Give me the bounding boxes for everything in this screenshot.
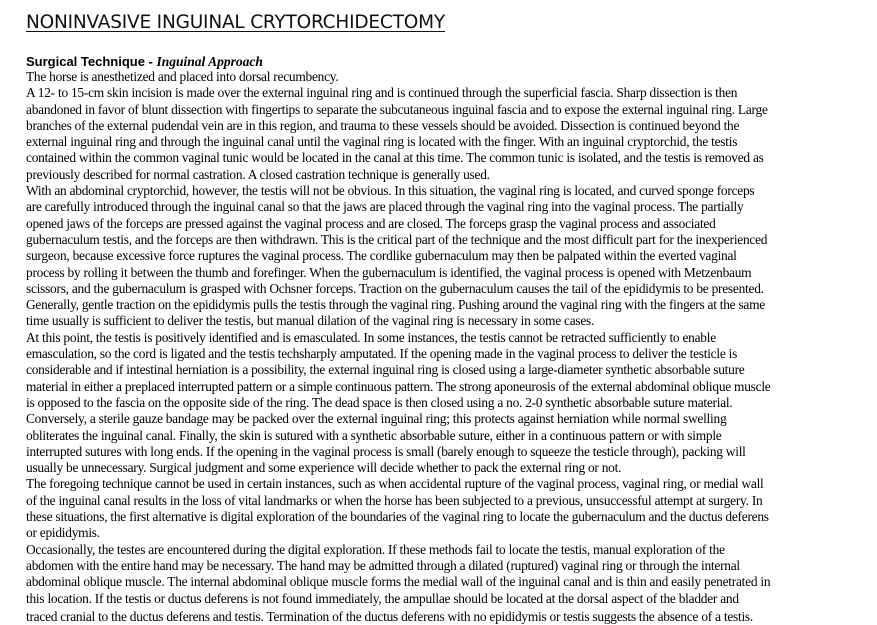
text-line: are carefully introduced through the inguinal canal so that the jaws are placed through the vaginal ring into the vaginal process. The partially [26,199,744,215]
text-line: interrupted sutures with long ends. If the opening in the vaginal process is small (barely enough to squeeze the testicle through), packing will [26,443,746,459]
text-line: obliterates the inguinal canal. Finally, the skin is sutured with a synthetic absorbable suture, either in a continuous pattern or with simple [26,427,722,443]
text-line: Conversely, a sterile gauze bandage may be packed over the external inguinal ring; this protects against herniation while normal swelling [26,411,727,427]
document-body [26,69,871,625]
document-page [26,10,871,625]
text-line: abandoned in favor of blunt dissection with fingertips to separate the subcutaneous inguinal fascia and to expose the external inguinal ring. Large [26,101,768,117]
text-line: abdominal oblique muscle. The internal abdominal oblique muscle forms the medial wall of the inguinal canal and is thin and easily penetrated in [26,574,771,590]
text-line: Occasionally, the testes are encountered during the digital exploration. If these methods fail to locate the testis, manual exploration of the [26,541,725,557]
text-line: At this point, the testis is positively identified and is emasculated. In some instances, the testis cannot be retracted sufficiently to enable [26,329,716,345]
text-line: branches of the external pudendal vein are in this region, and trauma to these vessels should be avoided. Dissection is continued beyond the [26,117,740,133]
text-line: previously described for normal castration. A closed castration technique is generally used. [26,166,490,182]
text-line: traced cranial to the ductus deferens and testis. Termination of the ductus deferens with no epididymis or testis suggests the absence of a testis. [26,608,753,624]
text-line: this location. If the testis or ductus deferens is not found immediately, the ampullae should be located at the dorsal aspect of the bladder and [26,590,739,606]
text-line: A 12- to 15-cm skin incision is made over the external inguinal ring and is continued through the superficial fascia. Sharp dissection is then [26,85,738,101]
text-line: Generally, gentle traction on the epididymis pulls the testis through the vaginal ring. Pushing around the vaginal ring with the fingers at the same [26,297,765,313]
text-line: is opposed to the fascia on the opposite side of the ring. The dead space is then closed using a no. 2-0 synthetic absorbable suture material. [26,394,733,410]
section-heading-bold: Surgical Technique - [26,54,157,69]
text-line: scissors, and the gubernaculum is grasped with Ochsner forceps. Traction on the gubernaculum causes the tail of the epididymis to be presented. [26,280,764,296]
text-line: process by rolling it between the thumb and forefinger. When the gubernaculum is identified, the vaginal process is opened with Metzenbaum [26,264,752,280]
section-heading-italic: Inguinal Approach [156,54,263,69]
text-line: The horse is anesthetized and placed into dorsal recumbency. [26,69,339,84]
text-line: abdomen with the entire hand may be necessary. The hand may be admitted through a dilated (ruptured) vaginal ring or through the internal [26,557,740,573]
text-line: considerable and if intestinal herniation is a possibility, the external inguinal ring is closed using a large-diameter synthetic absorbable suture [26,362,745,378]
text-line: surgeon, because excessive force ruptures the vaginal process. The cordlike gubernaculum may then be palpated within the everted vaginal [26,248,737,264]
text-line: external inguinal ring and through the inguinal canal until the vaginal ring is located with the finger. With an inguinal cryptorchid, the testis [26,134,738,150]
text-line: material in either a preplaced interrupted pattern or a simple continuous pattern. The strong aponeurosis of the external abdominal oblique muscle [26,378,771,394]
text-line: of the inguinal canal results in the loss of vital landmarks or when the horse has been subjected to a previous, unsuccessful attempt at surgery. In [26,492,763,508]
text-line: emasculation, so the cord is ligated and the testis techsharply amputated. If the opening made in the vaginal process to deliver the testicle is [26,346,738,362]
text-line: opened jaws of the forceps are pressed against the vaginal process and are closed. The forceps grasp the vaginal process and associated [26,215,716,231]
text-line: time usually is sufficient to deliver the testis, but manual dilation of the vaginal ring is necessary in some cases. [26,313,595,329]
text-line: contained within the common vaginal tunic would be located in the canal at this time. The common tunic is isolated, and the testis is removed as [26,150,764,166]
text-line: With an abdominal cryptorchid, however, the testis will not be obvious. In this situation, the vaginal ring is located, and curved sponge forceps [26,183,755,199]
text-line: or epididymis. [26,525,100,541]
document-title: NONINVASIVE INGUINAL CRYTORCHIDECTOMY [26,12,445,33]
text-line: gubernaculum testis, and the forceps are then withdrawn. This is the critical part of the technique and the most difficult part for the inexperienced [26,231,768,247]
section-heading [26,54,871,69]
text-line: these situations, the first alternative is digital exploration of the boundaries of the vaginal ring to locate the gubernaculum and the ductus deferens [26,509,769,525]
text-line: The foregoing technique cannot be used in certain instances, such as when accidental rupture of the vaginal process, vaginal ring, or medial wall [26,476,764,492]
text-line: usually be unnecessary. Surgical judgment and some experience will decide whether to pack the external ring or not. [26,460,622,476]
